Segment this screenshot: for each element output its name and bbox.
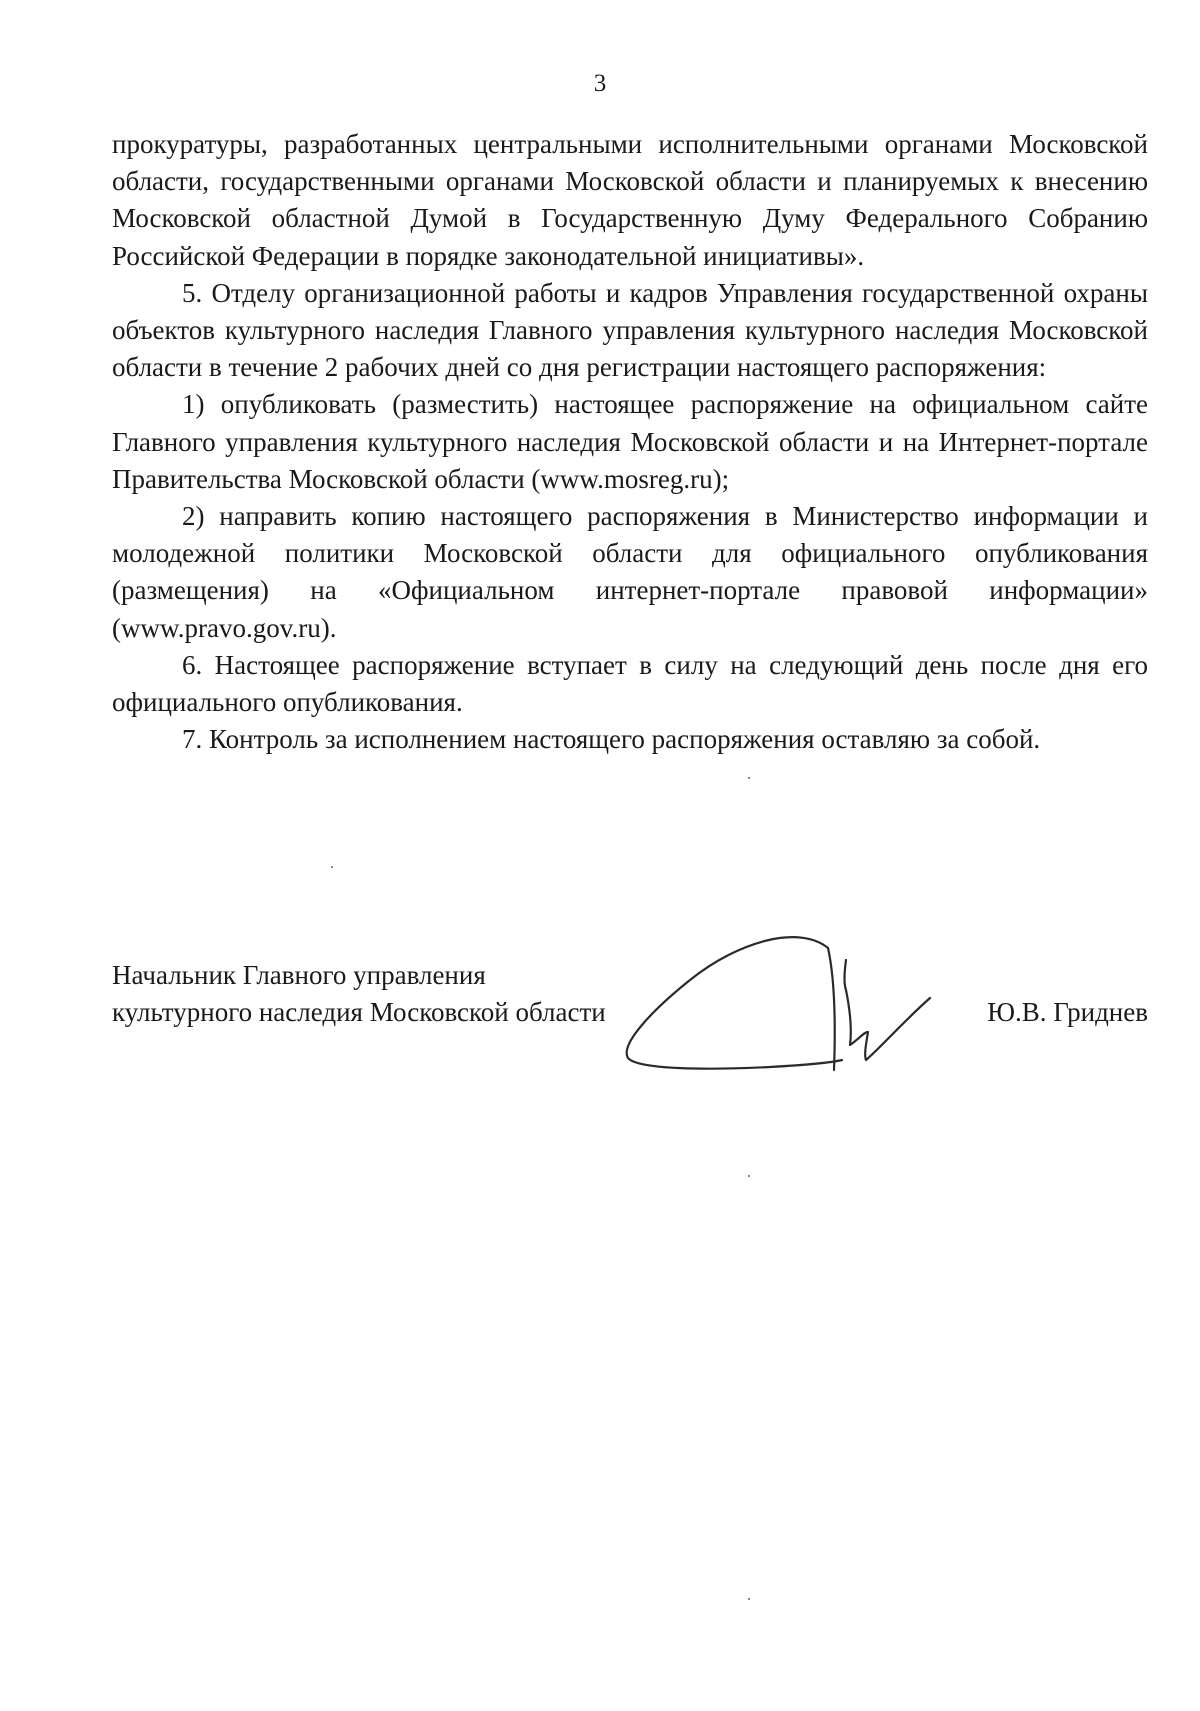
signatory-position-line-2: культурного наследия Московской области: [112, 997, 606, 1027]
handwritten-signature-icon: [620, 920, 950, 1090]
document-body: [112, 126, 1148, 758]
signatory-name: Ю.В. Гриднев: [987, 997, 1148, 1027]
scan-speck: [748, 1175, 750, 1177]
paragraph-item-6: 6. Настоящее распоряжение вступает в силу на следующий день после дня его официального опубликования.: [112, 649, 1148, 718]
scan-speck: [748, 1598, 750, 1600]
page-number: 3: [593, 70, 607, 97]
scan-speck: [748, 777, 750, 779]
paragraph-item-5: 5. Отделу организационной работы и кадров Управления государственной охраны объектов культурного наследия Главного управления культурного наследия Московской области в течение 2 рабочих дней со дня регистрации настоящего распоряжения:: [112, 277, 1148, 383]
paragraph-subitem-2: 2) направить копию настоящего распоряжения в Министерство информации и молодежной политики Московской области для официального опубликования (размещения) на «Официальном интернет-портале правовой информации» (www.pravo.gov.ru).: [112, 501, 1148, 643]
signatory-position-line-1: Начальник Главного управления: [112, 960, 486, 990]
paragraph-item-7: 7. Контроль за исполнением настоящего распоряжения оставляю за собой.: [182, 724, 1041, 755]
paragraph-subitem-1: 1) опубликовать (разместить) настоящее распоряжение на официальном сайте Главного управления культурного наследия Московской области и на Интернет-портале Правительства Московской области (www.mosreg.ru);: [112, 389, 1148, 494]
signatory-position: [112, 957, 606, 1031]
paragraph-continuation: прокуратуры, разработанных центральными исполнительными органами Московской области, государственными органами Московской области и планируемых к внесению Московской областной Думой в Государственную Думу Федерального Собранию Российской Федерации в порядке законодательной инициативы».: [112, 129, 1148, 271]
scan-speck: [331, 866, 333, 868]
